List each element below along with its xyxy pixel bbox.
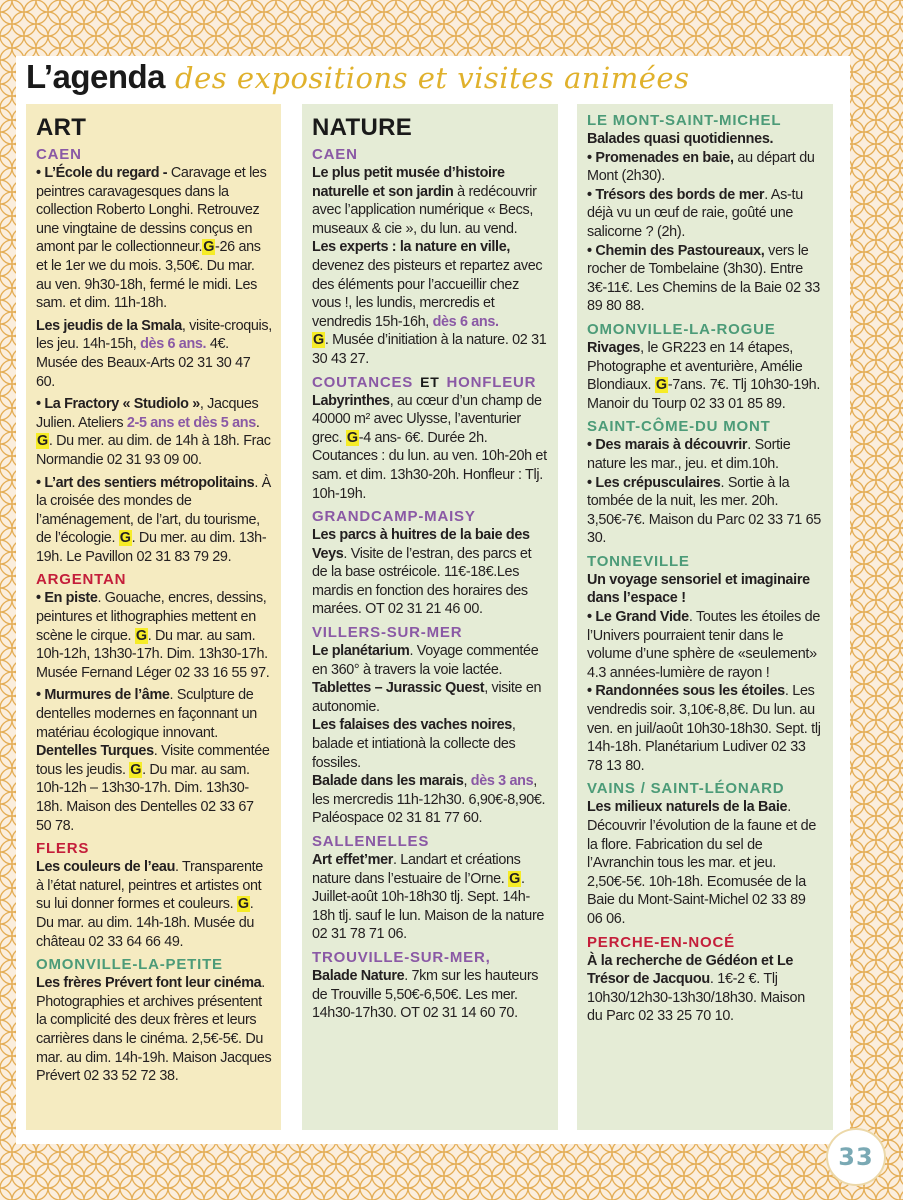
event-title: Les parcs à huitres de la baie des Veys [312,527,530,562]
event-info: . Du mar. au sam. 10h-12h, 13h30-17h. Dim. 13h30-17h. Musée Fernand Léger 02 33 16 55 97. [36,627,270,681]
city-flers: FLERS [36,840,90,858]
event-title: • Les crépusculaires [587,474,721,491]
free-badge: G [119,530,131,547]
age-label: 2-5 ans [126,414,174,431]
event-murmures [36,686,272,835]
event-title: • Des marais à découvrir [587,437,748,454]
event-text: . Gouache, encres, dessins, peintures et lithographies mettent en scène le cirque. [36,590,267,644]
event-info: -7ans. 7€. Tlj 10h30-19h. Manoir du Tourp 02 33 01 85 89. [587,377,821,412]
free-badge: G [203,239,215,256]
event-info: . Juillet-août 10h-18h30 tlj. Sept. 14h-18h tlj. sauf le lun. Maison de la nature 02 31 78 71 06. [312,870,545,943]
event-text: . Sortie nature les mar., jeu. et dim.10h. [587,437,791,472]
event-voyage-sensoriel [587,571,824,776]
event-jeudis-smala [36,317,272,391]
city-tonneville: TONNEVILLE [587,552,690,570]
event-balade-nature [312,967,549,1023]
event-title: • La Fractory « Studiolo » [36,396,200,413]
free-badge: G [37,433,48,450]
event-text: , au cœur d’un champ de 40000 m² avec Ulysse, l’aventurier grec. [312,392,542,446]
age-label: dès 6 ans. [140,336,207,353]
event-text: , balade et intiationà la collecte des fossiles. [312,717,516,771]
event-ecole-du-regard [36,164,272,313]
age-label: dès 5 ans [193,414,256,431]
free-badge: G [130,761,142,778]
city-coutances-honfleur [312,373,549,392]
event-text: . Visite de l’estran, des parcs et de la base ostréicole. 11€-18€.Les mardis en fonction des horaires des marées. OT 02 31 21 46 00. [312,545,532,618]
event-info: . Du mar. au dim. 14h-18h. Musée du château 02 33 64 66 49. [36,896,255,950]
nature-column-2 [577,104,833,1130]
event-art-sentiers [36,474,272,567]
event-text: . Voyage commentée en 360° à travers la voie lactée. [312,643,539,678]
event-text: , [463,773,471,790]
event-title: • Le Grand Vide [587,609,689,626]
event-rivages [587,339,824,413]
city-caen: CAEN [36,146,82,163]
city-grandcamp-maisy: GRANDCAMP-MAISY [312,508,476,526]
event-text: . Découvrir l’évolution de la faune et de la flore. Fabrication du sel de l’Avranchin tous les mar. et jeu. 2,50€-5€. 10h-18h. Ecomusée de la Baie du Mont-Saint-Michel 02 33 89 06 06. [587,799,817,927]
event-title: Le plus petit musée d’histoire naturelle et son jardin [312,165,505,200]
event-text: . Sculpture de dentelles modernes en façonnant un matériau écologique innovant. [36,687,257,741]
age-label: dès 6 ans. [432,313,499,330]
event-title: • L’École du regard - [36,165,168,181]
event-title: Tablettes – Jurassic Quest [312,680,485,697]
event-freres-prevert [36,974,272,1086]
page-title [26,58,689,102]
nature-column [302,104,558,1130]
event-title: • L’art des sentiers métropolitains [36,474,255,491]
free-badge: G [135,627,147,644]
event-info: , les mercredis 11h-12h30. 6,90€-8,90€. Paléospace 02 31 81 77 60. [312,773,546,827]
event-title: • Promenades en baie, [587,149,734,166]
event-title: Art effet’mer [312,852,394,868]
event-title: Balade dans les marais [312,773,464,790]
city-mont-saint-michel: LE MONT-SAINT-MICHEL [587,112,782,129]
city-omonville-la-rogue: OMONVILLE-LA-ROGUE [587,320,776,338]
event-title: À la recherche de Gédéon et Le Trésor de Jacquou [587,952,794,988]
event-title: Les jeudis de la Smala [36,317,182,334]
free-badge: G [313,332,324,349]
city-saint-come-du-mont: SAINT-CÔME-DU MONT [587,418,771,436]
event-title: • Trésors des bords de mer [587,186,765,203]
event-text: . Toutes les étoiles de l’Univers pourraient tenir dans le volume d’une sphère de «seulement» 4.3 années-lumière de rayon ! [587,609,821,681]
event-marais [587,436,824,548]
event-couleurs-eau [36,858,272,951]
city-villers-sur-mer: VILLERS-SUR-MER [312,624,463,642]
art-column [26,104,281,1130]
section-heading-art: ART [36,114,87,141]
title-script: des expositions et visites animées [175,61,690,95]
event-title: • Murmures de l’âme [36,687,170,704]
page-number: 33 [826,1128,886,1186]
age-label: et [174,414,194,431]
city-honfleur: HONFLEUR [446,373,537,391]
event-text: . Visite commentée tous les jeudis. [36,743,270,778]
age-label: dès 3 ans [470,773,534,790]
event-text: devenez des pisteurs et repartez avec des éléments pour l’accueillir chez vous !, les lundis, mercredis et vendredis 15h-16h, [312,257,543,330]
event-title: Les frères Prévert font leur cinéma [36,975,262,992]
event-title: Rivages [587,339,641,356]
free-badge: G [237,896,249,913]
event-title: • Randonnées sous les étoiles [587,683,785,700]
event-text: , visite-croquis, les jeu. 14h-15h, [36,317,272,353]
event-text: . À la croisée des mondes de l’aménagement, de l’art, du tourisme, de l’écologie. [36,474,271,547]
free-badge: G [655,377,667,394]
free-badge: G [509,870,520,887]
city-perche-en-noce: PERCHE-EN-NOCÉ [587,933,735,951]
event-title: Balade Nature [312,967,405,984]
event-title: Les experts : la nature en ville, [312,239,510,256]
event-text: . 1€-2 €. Tlj 10h30/12h30-13h30/18h30. Maison du Parc 02 33 25 70 10. [587,971,805,1025]
event-title: Dentelles Turques [36,743,154,760]
event-balades-baie [587,130,824,316]
event-fractory [36,395,272,469]
event-milieux-naturels [587,798,824,928]
event-info: . Du mer. au dim. 13h-19h. Le Pavillon 02 31 83 79 29. [36,530,267,565]
event-text: , visite en autonomie. [312,680,542,715]
event-text: . Sortie à la tombée de la nuit, les mer. 20h. 3,50€-7€. Maison du Parc 02 33 71 65 30. [587,474,822,547]
event-info: . Du mar. au sam. 10h-12h – 13h30-17h. Dim. 13h30-18h. Maison des Dentelles 02 33 67 50 78. [36,761,254,834]
event-en-piste [36,589,272,682]
event-text: vers le rocher de Tombelaine (3h30). Entre 3€-11€. Les Chemins de la Baie 02 33 89 80 88. [587,242,820,315]
city-omonville-la-petite: OMONVILLE-LA-PETITE [36,956,223,974]
event-text: Caravage et les peintres caravagesques dans la collection Roberto Longhi. Retrouvez une vingtaine de dessins conçus en amont par le collectionneur. [36,165,267,256]
event-text: , Jacques Julien. Ateliers [36,396,259,431]
event-info: 4€. Musée des Beaux-Arts 02 31 30 47 60. [36,336,251,390]
city-sallenelles: SALLENELLES [312,833,430,850]
title-main: L’agenda [26,58,166,95]
event-text: , le GR223 en 14 étapes, Photographe et aventurière, Amélie Blondiaux. [587,339,803,394]
event-title: Labyrinthes [312,392,390,409]
event-parcs-huitres [312,526,549,619]
event-title: • En piste [36,590,98,607]
event-title: Les milieux naturels de la Baie [587,799,788,816]
event-art-effet-mer [312,851,549,944]
section-heading-nature: NATURE [312,114,413,141]
event-text: . As-tu déjà vu un œuf de raie, goûté une salicorne ? (2h). [587,186,803,240]
event-title: Le planétarium [312,643,410,660]
event-title: Balades quasi quotidiennes. [587,131,774,147]
city-argentan: ARGENTAN [36,571,127,589]
event-info: -26 ans et le 1er we du mois. 3,50€. Du mar. au ven. 9h30-18h, fermé le midi. Les sam. et dim. 11h-18h. [36,239,261,312]
free-badge: G [346,429,358,446]
event-text: . [255,414,260,431]
event-info: . Musée d’initiation à la nature. 02 31 30 43 27. [312,332,547,367]
city-trouville-sur-mer: TROUVILLE-SUR-MER, [312,948,491,966]
event-info: -4 ans- 6€. Durée 2h. Coutances : du lun. au ven. 10h-20h et sam. et dim. 13h30-20h. Honfleur : Tlj. 10h-19h. [312,429,547,502]
event-text: au départ du Mont (2h30). [587,149,815,185]
event-text: . Photographies et archives présentent la complicité des deux frères et leurs carrières dans le cinéma. 2,5€-5€. Du mar. au dim. 14h-19h. Maison Jacques Prévert 02 33 52 72 38. [36,975,272,1085]
event-info: . Du mer. au dim. de 14h à 18h. Frac Normandie 02 31 93 09 00. [36,433,271,468]
city-coutances: COUTANCES [312,373,414,391]
event-gedeon [587,952,824,1026]
city-vains-saint-leonard: VAINS / SAINT-LÉONARD [587,780,785,798]
event-text: . Les vendredis soir. 3,10€-8,8€. Du lun. au ven. en juil/août 10h30-18h30. Sept. tlj 14h-18h. Planétarium Ludiver 02 33 78 13 80. [587,683,821,774]
city-caen-nature: CAEN [312,146,358,163]
event-text: . 7km sur les hauteurs de Trouville 5,50€-6,50€. Les mer. 14h30-17h30. OT 02 31 14 60 70. [312,967,539,1022]
event-labyrinthes [312,392,549,504]
city-conjunction: ET [420,373,440,390]
event-title: Les falaises des vaches noires [312,717,512,734]
event-text: à redécouvrir avec l’application numérique « Becs, museaux & cie », du lun. au vend. [312,183,537,237]
event-text: . Transparente à l’état naturel, peintres et artistes ont su lui donner formes et couleurs. [36,859,263,913]
event-title: • Chemin des Pastoureaux, [587,242,765,259]
event-villers [312,642,549,828]
event-title: Les couleurs de l’eau [36,859,176,876]
event-petit-musee [312,164,549,369]
event-title: Un voyage sensoriel et imaginaire dans l’espace ! [587,571,810,607]
event-text: . Landart et créations nature dans l’estuaire de l’Orne. [312,852,521,887]
